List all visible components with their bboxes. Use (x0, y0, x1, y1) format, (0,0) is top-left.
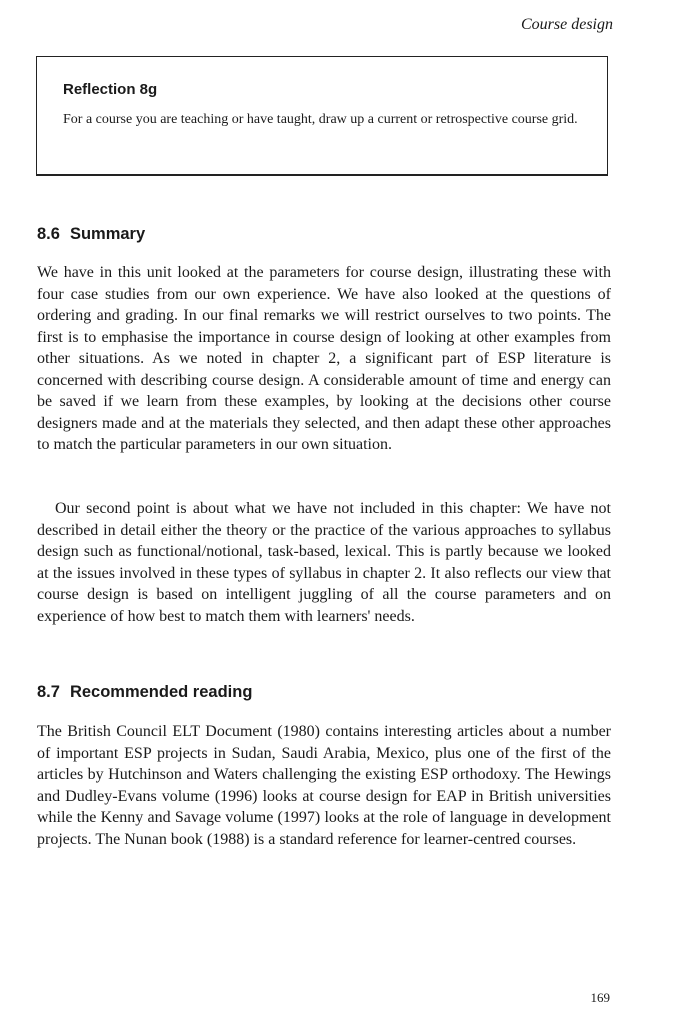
section-number: 8.6 (37, 225, 60, 243)
summary-paragraph-2: Our second point is about what we have not included in this chapter: We have not described in detail either the theory or the practice of the various approaches to syllabus design such as functional/notional, task-based, lexical. This is partly because we looked at the issues involved in these types of syllabus in chapter 2. It also reflects our view that course design is based on intelligent juggling of all the course parameters and on experience of how best to match them with learners' needs. (37, 500, 611, 625)
section-title: Recommended reading (69, 683, 253, 701)
summary-paragraph-1: We have in this unit looked at the parameters for course design, illustrating these with four case studies from our own experience. We have also looked at the questions of ordering and grading. In our final remarks we will restrict ourselves to two points. The first is to emphasise the importance in course design of looking at other examples from other situations. As we noted in chapter 2, a significant part of ESP literature is concerned with describing course design. A considerable amount of time and energy can be saved if we learn from these examples, by looking at the decisions other course designers made and at the materials they selected, and then adapt these other approaches to match the particular parameters in our own situation. (37, 264, 611, 453)
section-heading-summary (37, 225, 145, 244)
section-heading-recommended-reading (37, 683, 252, 702)
section-title: Summary (69, 225, 146, 243)
running-head: Course design (521, 16, 613, 33)
page-number: 169 (590, 990, 610, 1005)
reading-paragraph-1: The British Council ELT Document (1980) contains interesting articles about a number of important ESP projects in Sudan, Saudi Arabia, Mexico, plus one of the first of the articles by Hutchinson and Waters challenging the existing ESP orthodoxy. The Hewings and Dudley-Evans volume (1996) looks at course design for EAP in British universities while the Kenny and Savage volume (1997) looks at the role of language in development projects. The Nunan book (1988) is a standard reference for learner-centred courses. (37, 723, 611, 848)
reflection-text: For a course you are teaching or have taught, draw up a current or retrospective course grid. (63, 112, 578, 127)
reflection-box (36, 56, 608, 176)
section-number: 8.7 (37, 683, 60, 701)
reflection-title: Reflection 8g (63, 81, 158, 98)
